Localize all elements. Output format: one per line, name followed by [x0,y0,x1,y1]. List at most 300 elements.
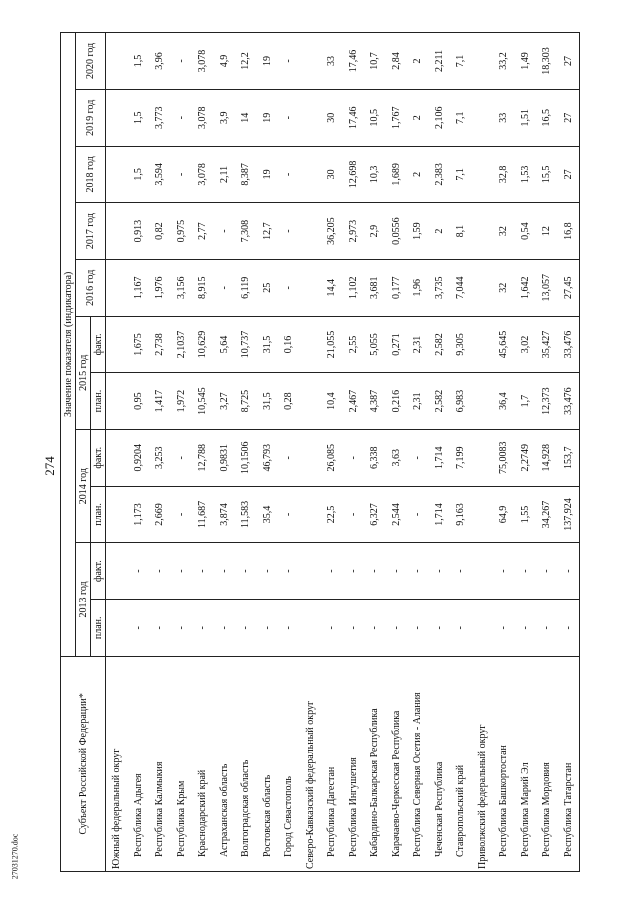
table-row [149,33,170,872]
value-cell: 12,698 [342,146,363,203]
value-cell [299,89,320,146]
value-cell: 0,16 [278,316,299,373]
value-cell: - [536,543,557,600]
value-cell [471,203,492,260]
value-cell: - [171,429,192,486]
value-cell: 10,1506 [235,429,256,486]
value-cell: 15,5 [536,146,557,203]
value-cell: 12,788 [192,429,213,486]
value-cell: 12,2 [235,33,256,90]
table-row [235,33,256,872]
value-cell: 3,735 [428,259,449,316]
plan-2014-header: план. [91,486,106,543]
value-cell [106,33,128,90]
value-cell: 19 [256,89,277,146]
value-cell: - [128,543,149,600]
value-cell: 2,1037 [171,316,192,373]
value-cell: 2 [407,33,428,90]
value-cell: 7,1 [450,89,471,146]
value-cell [471,146,492,203]
value-cell [299,33,320,90]
table-row [321,33,342,872]
value-cell: 7,308 [235,203,256,260]
value-cell: - [256,599,277,656]
subject-column-header: Субъект Российской Федерации* [61,656,106,871]
value-cell: 2,77 [192,203,213,260]
page-number: 274 [41,456,57,476]
value-cell: 1,7 [514,373,535,430]
value-cell: 8,915 [192,259,213,316]
value-cell: 18,303 [536,33,557,90]
value-cell: 0,9831 [214,429,235,486]
value-cell [299,259,320,316]
value-cell: 3,02 [514,316,535,373]
value-cell: 8,387 [235,146,256,203]
value-cell: 2,55 [342,316,363,373]
year-2015-header: 2015 год [76,316,91,429]
value-cell: 2 [407,146,428,203]
value-cell: 11,687 [192,486,213,543]
value-cell [299,146,320,203]
value-cell: 30 [321,146,342,203]
value-cell: 2,11 [214,146,235,203]
value-cell: 36,4 [493,373,514,430]
subject-name: Республика Дагестан [321,656,342,871]
value-cell: 6,983 [450,373,471,430]
value-cell: 32,8 [493,146,514,203]
value-cell: 33,476 [557,316,579,373]
subject-name: Республика Калмыкия [149,656,170,871]
value-cell: 36,205 [321,203,342,260]
district-row [299,33,320,872]
value-cell: - [278,89,299,146]
value-cell: - [428,599,449,656]
value-cell [471,599,492,656]
value-cell: 10,629 [192,316,213,373]
value-cell: 2,582 [428,373,449,430]
table-row [342,33,363,872]
value-cell: 0,271 [385,316,406,373]
subject-name: Ставропольский край [450,656,471,871]
value-cell: - [514,599,535,656]
value-cell: 31,5 [256,316,277,373]
value-cell: 3,681 [364,259,385,316]
value-cell: 33 [493,89,514,146]
value-cell: 1,167 [128,259,149,316]
value-cell [106,486,128,543]
value-cell: 2,383 [428,146,449,203]
value-cell: - [385,599,406,656]
value-cell: 2,31 [407,316,428,373]
value-cell: 1,96 [407,259,428,316]
value-cell: 3,96 [149,33,170,90]
value-cell: 25 [256,259,277,316]
district-name: Южный федеральный округ [106,656,128,871]
value-cell: - [407,599,428,656]
value-cell: 2,669 [149,486,170,543]
value-cell: 1,53 [514,146,535,203]
value-cell: 1,972 [171,373,192,430]
table-row [385,33,406,872]
subject-name: Республика Татарстан [557,656,579,871]
value-cell: 27 [557,89,579,146]
value-cell: - [171,146,192,203]
value-cell: 1,49 [514,33,535,90]
value-cell: - [557,599,579,656]
value-cell [299,373,320,430]
value-cell: 1,417 [149,373,170,430]
table-row [128,33,149,872]
value-cell: 2,9 [364,203,385,260]
value-cell: 3,253 [149,429,170,486]
value-cell: 2,2749 [514,429,535,486]
value-cell: - [256,543,277,600]
table-row [278,33,299,872]
value-cell [106,89,128,146]
value-cell: 10,7 [364,33,385,90]
value-cell: 2,544 [385,486,406,543]
indicator-table-wrapper [60,32,580,872]
value-cell: 3,27 [214,373,235,430]
value-cell [299,429,320,486]
table-row [192,33,213,872]
value-cell: 27 [557,146,579,203]
value-cell: 0,9204 [128,429,149,486]
value-cell: 13,057 [536,259,557,316]
year-2020-header: 2020 год [76,33,106,90]
value-cell: 33,476 [557,373,579,430]
value-cell: - [278,33,299,90]
value-cell: 7,1 [450,146,471,203]
district-name: Приволжский федеральный округ [471,656,492,871]
value-cell: 12,373 [536,373,557,430]
value-cell: 2,211 [428,33,449,90]
value-cell [106,429,128,486]
value-cell: - [214,599,235,656]
value-cell: 1,5 [128,89,149,146]
value-cell: - [171,33,192,90]
value-cell [299,486,320,543]
value-cell [471,486,492,543]
value-cell: 0,975 [171,203,192,260]
value-cell: 7,199 [450,429,471,486]
value-cell: 1,51 [514,89,535,146]
table-row [428,33,449,872]
value-cell: 4,9 [214,33,235,90]
value-cell: 1,55 [514,486,535,543]
value-cell [299,316,320,373]
value-cell: 2,467 [342,373,363,430]
value-cell [299,543,320,600]
value-cell: 14,4 [321,259,342,316]
district-row [471,33,492,872]
value-cell: - [214,203,235,260]
subject-name: Ростовская область [256,656,277,871]
table-row [214,33,235,872]
subject-name: Город Севастополь [278,656,299,871]
value-cell: 27,45 [557,259,579,316]
value-cell: 10,5 [364,89,385,146]
district-name: Северо-Кавказский федеральный округ [299,656,320,871]
subject-name: Волгоградская область [235,656,256,871]
value-cell: 6,338 [364,429,385,486]
value-cell: 0,28 [278,373,299,430]
value-cell: 19 [256,146,277,203]
value-cell: 3,078 [192,89,213,146]
value-cell: 0,216 [385,373,406,430]
plan-2013-header: план. [91,599,106,656]
value-cell: 26,085 [321,429,342,486]
value-cell: 0,0556 [385,203,406,260]
value-cell: 17,46 [342,33,363,90]
value-cell: 1,767 [385,89,406,146]
value-cell: 1,714 [428,429,449,486]
value-cell: 10,4 [321,373,342,430]
value-cell: - [192,599,213,656]
value-cell: 64,9 [493,486,514,543]
table-row [514,33,535,872]
value-cell: 33,2 [493,33,514,90]
value-cell: 7,1 [450,33,471,90]
year-2014-header: 2014 год [76,429,91,542]
value-cell: 3,078 [192,33,213,90]
value-cell: 31,5 [256,373,277,430]
value-cell: 0,177 [385,259,406,316]
value-cell: - [235,599,256,656]
value-cell: - [214,543,235,600]
value-cell: 2 [428,203,449,260]
value-cell: - [321,599,342,656]
value-cell: 8,725 [235,373,256,430]
value-cell: 30 [321,89,342,146]
value-cell: 46,793 [256,429,277,486]
subject-name: Астраханская область [214,656,235,871]
value-cell: 1,5 [128,33,149,90]
value-cell: - [128,599,149,656]
indicator-group-header: Значение показателя (индикатора) [61,33,76,657]
value-cell: - [342,543,363,600]
value-cell: - [450,599,471,656]
value-cell: - [450,543,471,600]
value-cell: - [171,543,192,600]
value-cell: 12 [536,203,557,260]
subject-name: Карачаево-Черкесская Республика [385,656,406,871]
value-cell [471,316,492,373]
value-cell: - [278,599,299,656]
value-cell [471,33,492,90]
value-cell: 3,078 [192,146,213,203]
value-cell [106,259,128,316]
subject-name: Республика Крым [171,656,192,871]
value-cell: - [171,486,192,543]
value-cell: 17,46 [342,89,363,146]
value-cell: 34,267 [536,486,557,543]
value-cell: 1,102 [342,259,363,316]
value-cell: 6,327 [364,486,385,543]
value-cell: 1,714 [428,486,449,543]
value-cell: 2,738 [149,316,170,373]
table-row [256,33,277,872]
value-cell: 10,737 [235,316,256,373]
value-cell: 8,1 [450,203,471,260]
value-cell: - [171,599,192,656]
value-cell: 0,913 [128,203,149,260]
value-cell: 1,976 [149,259,170,316]
year-2016-header: 2016 год [76,259,106,316]
value-cell: - [342,429,363,486]
value-cell: 1,675 [128,316,149,373]
table-row [536,33,557,872]
value-cell: - [321,543,342,600]
value-cell: 32 [493,203,514,260]
table-body [106,33,580,872]
table-row [450,33,471,872]
value-cell: 3,773 [149,89,170,146]
value-cell: 1,59 [407,203,428,260]
value-cell: 9,305 [450,316,471,373]
value-cell: - [493,543,514,600]
value-cell [471,429,492,486]
value-cell: 5,64 [214,316,235,373]
subject-name: Республика Адыгея [128,656,149,871]
value-cell: - [278,203,299,260]
value-cell: - [428,543,449,600]
value-cell [106,599,128,656]
value-cell [471,259,492,316]
value-cell: 137,924 [557,486,579,543]
value-cell: 0,95 [128,373,149,430]
value-cell: 2,106 [428,89,449,146]
subject-name: Чеченская Республика [428,656,449,871]
table-row [407,33,428,872]
value-cell: - [278,543,299,600]
value-cell: 14 [235,89,256,146]
footer-doc-name: 27031270.doc [10,833,20,880]
value-cell [106,316,128,373]
value-cell: 11,583 [235,486,256,543]
plan-2015-header: план. [91,373,106,430]
value-cell: - [342,599,363,656]
value-cell [106,203,128,260]
value-cell: - [214,259,235,316]
value-cell: 6,119 [235,259,256,316]
value-cell: 4,387 [364,373,385,430]
value-cell [106,373,128,430]
value-cell: 9,163 [450,486,471,543]
table-row [171,33,192,872]
value-cell [106,146,128,203]
value-cell: 153,7 [557,429,579,486]
value-cell: 12,7 [256,203,277,260]
table-header [61,33,106,872]
value-cell: 3,9 [214,89,235,146]
value-cell: - [149,543,170,600]
value-cell: 10,545 [192,373,213,430]
value-cell: - [407,429,428,486]
value-cell: - [171,89,192,146]
value-cell: 1,642 [514,259,535,316]
value-cell [471,89,492,146]
value-cell: - [342,486,363,543]
value-cell: 45,645 [493,316,514,373]
value-cell: 32 [493,259,514,316]
value-cell: 1,689 [385,146,406,203]
value-cell: 21,055 [321,316,342,373]
fact-2014-header: факт. [91,429,106,486]
fact-2015-header: факт. [91,316,106,373]
subject-name: Республика Марий Эл [514,656,535,871]
indicator-table [60,32,580,872]
table-row [557,33,579,872]
value-cell: 35,427 [536,316,557,373]
value-cell: - [235,543,256,600]
value-cell: 3,594 [149,146,170,203]
value-cell: 1,5 [128,146,149,203]
subject-name: Республика Башкортостан [493,656,514,871]
value-cell: - [364,599,385,656]
year-2013-header: 2013 год [76,543,91,656]
value-cell: 0,54 [514,203,535,260]
value-cell: 2,84 [385,33,406,90]
value-cell: - [192,543,213,600]
table-row [364,33,385,872]
value-cell: 10,3 [364,146,385,203]
value-cell: 2,973 [342,203,363,260]
district-row [106,33,128,872]
value-cell: 7,044 [450,259,471,316]
value-cell: 16,5 [536,89,557,146]
value-cell: 3,156 [171,259,192,316]
value-cell: - [385,543,406,600]
value-cell: - [278,146,299,203]
value-cell: - [514,543,535,600]
value-cell: - [278,259,299,316]
value-cell: - [407,543,428,600]
value-cell: 1,173 [128,486,149,543]
value-cell: 2,582 [428,316,449,373]
value-cell [471,543,492,600]
value-cell: 16,8 [557,203,579,260]
value-cell: - [149,599,170,656]
fact-2013-header: факт. [91,543,106,600]
value-cell: 3,63 [385,429,406,486]
value-cell: - [536,599,557,656]
year-2017-header: 2017 год [76,203,106,260]
value-cell: 33 [321,33,342,90]
value-cell [299,203,320,260]
subject-name: Кабардино-Балкарская Республика [364,656,385,871]
subject-name: Республика Ингушетия [342,656,363,871]
value-cell [106,543,128,600]
subject-name: Краснодарский край [192,656,213,871]
year-2019-header: 2019 год [76,89,106,146]
value-cell: 2,31 [407,373,428,430]
table-row [493,33,514,872]
value-cell: - [407,486,428,543]
subject-name: Республика Северная Осетия - Алания [407,656,428,871]
value-cell: - [493,599,514,656]
value-cell: 14,928 [536,429,557,486]
value-cell: 19 [256,33,277,90]
value-cell: - [557,543,579,600]
value-cell: 2 [407,89,428,146]
value-cell [299,599,320,656]
value-cell: - [364,543,385,600]
value-cell: 35,4 [256,486,277,543]
value-cell: 75,0083 [493,429,514,486]
value-cell [471,373,492,430]
value-cell: - [278,486,299,543]
